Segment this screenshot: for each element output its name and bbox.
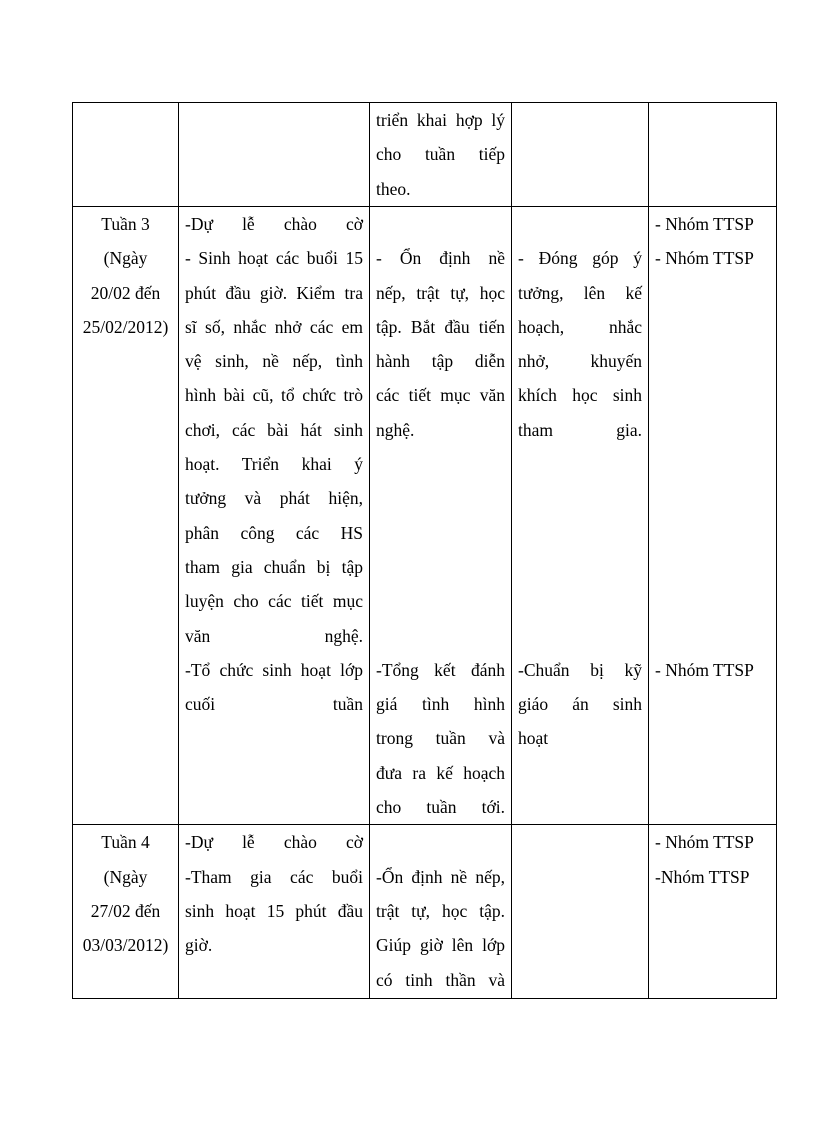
cell-text-line: giáo án sinh bbox=[518, 694, 642, 715]
cell-text-line: cho tuần tiếp bbox=[376, 144, 505, 165]
cell-text-line: Tuần 3 bbox=[101, 214, 150, 234]
cell-text-line: -Tổ chức sinh hoạt lớp bbox=[185, 659, 363, 680]
cell-text-line bbox=[655, 413, 770, 447]
cell-text-line: hoạt. Triển khai ý bbox=[185, 454, 363, 475]
cell-text-line: -Dự lễ chào cờ bbox=[185, 214, 363, 234]
content-cell bbox=[179, 103, 370, 207]
cell-text-line bbox=[518, 481, 642, 515]
cell-text-line: có tinh thần và bbox=[376, 969, 505, 990]
table-row bbox=[73, 207, 777, 825]
cell-text-line bbox=[655, 276, 770, 310]
cell-text-line: (Ngày bbox=[103, 866, 148, 887]
cell-text-line: 03/03/2012) bbox=[82, 935, 169, 956]
cell-text-line bbox=[655, 344, 770, 378]
cell-text-line bbox=[518, 516, 642, 550]
cell-text-line: cho tuần tới. bbox=[376, 797, 505, 818]
cell-text-line: - Nhóm TTSP bbox=[655, 832, 754, 853]
cell-text-line: hoạt bbox=[518, 728, 549, 749]
cell-text-line bbox=[518, 619, 642, 653]
cell-text-line bbox=[518, 207, 642, 241]
cell-text-line: triển khai hợp lý bbox=[376, 110, 505, 130]
cell-text-line: -Nhóm TTSP bbox=[655, 866, 750, 887]
cell-text-line: sĩ số, nhắc nhở các em bbox=[185, 316, 363, 337]
cell-text-line: tham gia chuẩn bị tập bbox=[185, 556, 363, 577]
cell-text-line: đưa ra kế hoạch bbox=[376, 762, 505, 783]
cell-text-line: -Dự lễ chào cờ bbox=[185, 832, 363, 853]
cell-text-line: giờ. bbox=[185, 935, 213, 956]
cell-text-line bbox=[376, 481, 505, 515]
cell-text-line bbox=[655, 447, 770, 481]
cell-text-line: - Ổn định nề bbox=[376, 248, 505, 269]
measures-cell bbox=[512, 825, 649, 999]
content-cell bbox=[179, 825, 370, 999]
cell-text-line: - Sinh hoạt các buổi 15 bbox=[185, 248, 363, 269]
goals-cell bbox=[370, 103, 512, 207]
cell-text-line: cuối tuần bbox=[185, 694, 363, 715]
cell-text-line: sinh hoạt 15 phút đầu bbox=[185, 900, 363, 921]
responsible-cell bbox=[649, 825, 777, 999]
cell-text-line: -Tham gia các buổi bbox=[185, 866, 363, 887]
responsible-cell bbox=[649, 103, 777, 207]
cell-text-line: hình bài cũ, tổ chức trò bbox=[185, 385, 363, 406]
cell-text-line: - Đóng góp ý bbox=[518, 248, 642, 269]
cell-text-line: 25/02/2012) bbox=[82, 316, 169, 337]
cell-text-line bbox=[655, 584, 770, 618]
cell-text-line: phân công các HS bbox=[185, 522, 363, 543]
measures-cell bbox=[512, 103, 649, 207]
cell-text-line: giá tình hình bbox=[376, 694, 505, 715]
cell-text-line: Tuần 4 bbox=[101, 832, 150, 853]
table-row bbox=[73, 103, 777, 207]
cell-text-line: khích học sinh bbox=[518, 385, 642, 406]
schedule-table bbox=[72, 102, 777, 999]
cell-text-line: trật tự, học tập. bbox=[376, 900, 505, 921]
cell-text-line: Giúp giờ lên lớp bbox=[376, 935, 505, 956]
week-cell bbox=[73, 825, 179, 999]
cell-text-line: tưởng, lên kế bbox=[518, 282, 642, 303]
table-row bbox=[73, 825, 777, 999]
cell-text-line: luyện cho các tiết mục bbox=[185, 591, 363, 612]
cell-text-line bbox=[376, 825, 505, 859]
cell-text-line bbox=[376, 207, 505, 241]
cell-text-line bbox=[376, 584, 505, 618]
cell-text-line: hành tập diễn bbox=[376, 351, 505, 372]
cell-text-line: - Nhóm TTSP bbox=[655, 659, 754, 680]
cell-text-line: chơi, các bài hát sinh bbox=[185, 419, 363, 440]
cell-text-line: -Tổng kết đánh bbox=[376, 659, 505, 680]
cell-text-line: -Chuẩn bị kỹ bbox=[518, 659, 642, 680]
cell-text-line bbox=[655, 550, 770, 584]
cell-text-line: hoạch, nhắc bbox=[518, 316, 642, 337]
goals-cell bbox=[370, 825, 512, 999]
cell-text-line: - Nhóm TTSP bbox=[655, 248, 754, 269]
cell-text-line: nhở, khuyến bbox=[518, 351, 642, 372]
cell-text-line: tưởng và phát hiện, bbox=[185, 488, 363, 509]
cell-text-line bbox=[655, 310, 770, 344]
cell-text-line: các tiết mục văn bbox=[376, 385, 505, 406]
cell-text-line bbox=[376, 516, 505, 550]
cell-text-line: -Ổn định nề nếp, bbox=[376, 866, 505, 887]
cell-text-line bbox=[376, 619, 505, 653]
goals-cell bbox=[370, 207, 512, 825]
cell-text-line bbox=[518, 550, 642, 584]
cell-text-line: trong tuần và bbox=[376, 728, 505, 749]
cell-text-line bbox=[376, 447, 505, 481]
cell-text-line bbox=[376, 550, 505, 584]
measures-cell bbox=[512, 207, 649, 825]
cell-text-line: (Ngày bbox=[103, 248, 148, 269]
cell-text-line bbox=[655, 619, 770, 653]
cell-text-line: 27/02 đến bbox=[90, 900, 161, 921]
cell-text-line bbox=[655, 516, 770, 550]
cell-text-line: vệ sinh, nề nếp, tình bbox=[185, 351, 363, 372]
cell-text-line: phút đầu giờ. Kiểm tra bbox=[185, 282, 363, 303]
cell-text-line bbox=[655, 481, 770, 515]
week-cell bbox=[73, 103, 179, 207]
cell-text-line: - Nhóm TTSP bbox=[655, 214, 754, 234]
cell-text-line: nếp, trật tự, học bbox=[376, 282, 505, 303]
responsible-cell bbox=[649, 207, 777, 825]
cell-text-line: văn nghệ. bbox=[185, 625, 363, 646]
cell-text-line: tập. Bắt đầu tiến bbox=[376, 316, 505, 337]
week-cell bbox=[73, 207, 179, 825]
content-cell bbox=[179, 207, 370, 825]
cell-text-line bbox=[518, 584, 642, 618]
cell-text-line bbox=[518, 447, 642, 481]
cell-text-line bbox=[655, 378, 770, 412]
cell-text-line: tham gia. bbox=[518, 419, 642, 440]
cell-text-line: 20/02 đến bbox=[90, 282, 161, 303]
cell-text-line: nghệ. bbox=[376, 419, 415, 440]
cell-text-line: theo. bbox=[376, 178, 411, 199]
